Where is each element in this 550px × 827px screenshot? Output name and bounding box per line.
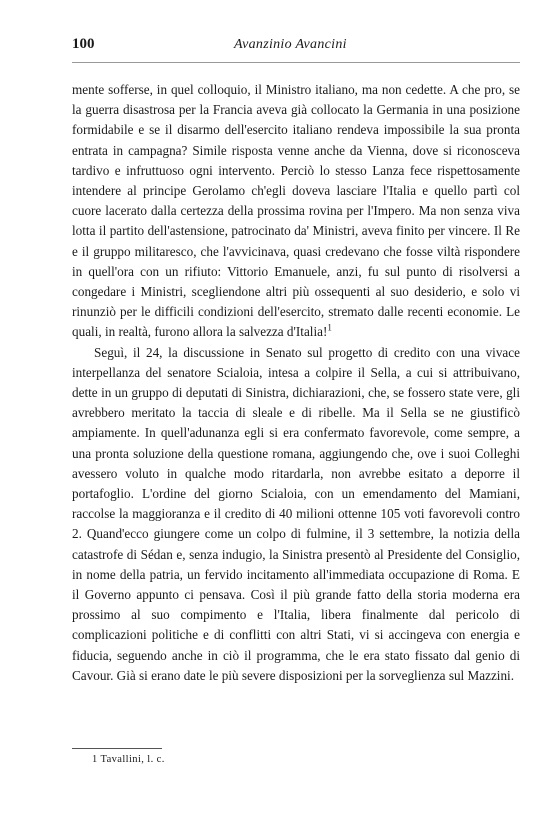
page-number: 100 xyxy=(72,36,95,52)
page-header xyxy=(72,36,520,60)
body-text xyxy=(72,80,520,686)
paragraph: Seguì, il 24, la discussione in Senato sul progetto di credito con una vivace interpellanza del senatore Scialoia, intesa a colpire il Sella, a cui si attribuivano, dette in un gruppo di deputati di Sinistra, dichiarazioni, che, se fossero state vere, gli avrebbero meritato la taccia di sleale e di ribelle. Ma il Sella se ne giustificò ampiamente. In quell'adunanza egli si era confermato favorevole, come sempre, a una pronta soluzione della questione romana, aggiungendo che, ove i suoi Colleghi avessero voluto in qualche modo ritardarla, non avrebbe esitato a deporre il portafoglio. L'ordine del giorno Scialoia, con un emendamento del Mamiani, raccolse la maggioranza e il credito di 40 milioni ottenne 105 voti favorevoli contro 2. Quand'ecco giungere come un colpo di fulmine, il 3 settembre, la notizia della catastrofe di Sédan e, senza indugio, la Sinistra presentò al Presidente del Consiglio, in nome della patria, un fervido incitamento all'immediata occupazione di Roma. E il Governo appunto ci pensava. Così il più grande fatto della storia moderna era prossimo al suo compimento e l'Italia, libera finalmente dal pericolo di complicazioni politiche e di conflitti con altri Stati, vi si accingeva con energia e fiducia, seguendo anche in ciò il programma, che le era stato fissato dal genio di Cavour. Già si erano date le più severe disposizioni per la sorveglienza sul Mazzini. xyxy=(72,344,520,683)
footnote-rule xyxy=(72,748,162,749)
paragraph xyxy=(72,80,520,343)
header-rule xyxy=(72,62,520,63)
footnote-reference: 1 xyxy=(327,323,332,334)
running-head: Avanzinio Avancini xyxy=(234,37,347,52)
footnote: 1 Tavallini, l. c. xyxy=(92,754,165,765)
paragraph-text: mente sofferse, in quel colloquio, il Ministro italiano, ma non cedette. A che pro, se la guerra disastrosa per la Francia aveva già collocato la Germania in una posizione formidabile e se il disarmo dell'esercito italiano rendeva impossibile la sua pronta entrata in campagna? Simile risposta venne anche da Vienna, dove si riconosceva tardivo e infruttuoso ogni intervento. Perciò lo stesso Lanza fece rispettosamente intendere al principe Gerolamo ch'egli doveva lasciare l'Italia e quello partì col cuore lacerato dalla certezza della prossima rovina per l'Impero. Ma non senza viva lotta il partito dell'astensione, patrocinato da' Ministri, aveva finito per vincere. Il Re e il gruppo militaresco, che l'avvicinava, quasi credevano che fosse viltà rispondere in quell'ora con un rifiuto: Vittorio Emanuele, anzi, fu sul punto di risolversi a congedare i Ministri, scegliendone altri più ossequenti al suo desiderio, e solo vi rinunziò per le difficili condizioni dell'esercito, stremato dalle recenti economie. Le quali, in realtà, furono allora la salvezza d'Italia! xyxy=(72,82,520,340)
